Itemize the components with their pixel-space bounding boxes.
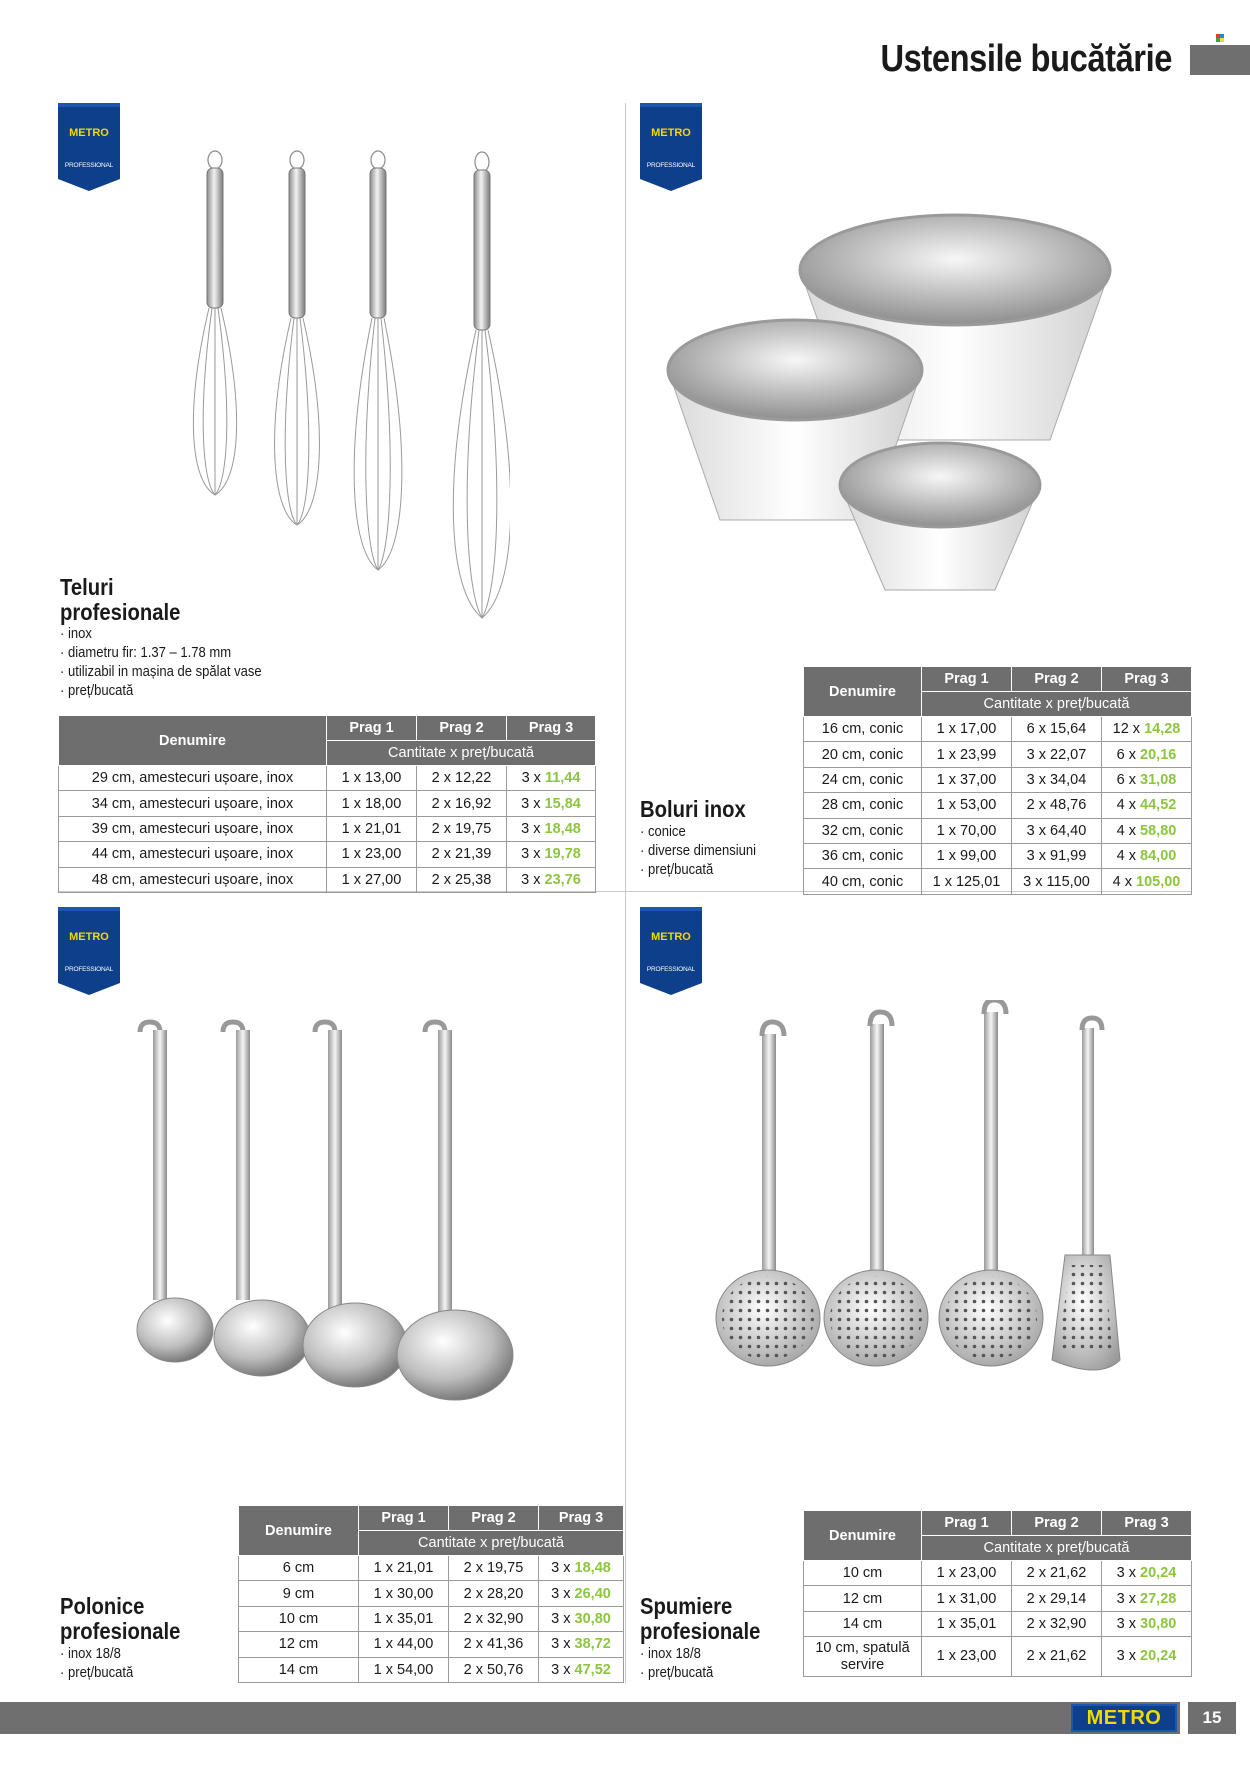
row-name: 34 cm, amestecuri ușoare, inox [59,791,327,816]
p3-price: 20,24 [1140,1648,1177,1665]
row-p2: 2 x 25,38 [417,867,507,892]
column-divider [625,103,626,1683]
row-p1: 1 x 27,00 [327,867,417,892]
badge-line: PROFESSIONAL [646,162,696,169]
row-name: 44 cm, amestecuri ușoare, inox [59,842,327,867]
table-header-denumire: Denumire [59,716,327,766]
row-p2: 2 x 50,76 [449,1657,539,1682]
p3-qty: 3 x [551,1610,571,1627]
p3-qty: 3 x [521,871,541,888]
row-p3 [507,816,596,841]
metro-logo-text: METRO [1086,1707,1162,1729]
p3-price: 20,16 [1140,746,1177,763]
product-features [60,1645,133,1683]
p3-price: 27,28 [1140,1590,1177,1607]
row-name: 16 cm, conic [804,717,922,742]
feature-item: · preț/bucată [640,1664,713,1683]
table-row [804,1586,1192,1611]
p3-price: 31,08 [1140,771,1177,788]
row-p3 [1102,843,1192,868]
table-header-sub: Cantitate x preț/bucată [327,741,596,766]
row-name: 28 cm, conic [804,793,922,818]
feature-item: · diverse dimensiuni [640,842,756,861]
row-p3 [1102,793,1192,818]
ladles-image [135,1000,535,1420]
row-p2: 2 x 32,90 [1012,1611,1102,1636]
product-title [640,797,746,822]
price-table [803,666,1192,895]
p3-qty: 3 x [521,795,541,812]
row-name: 12 cm [239,1632,359,1657]
row-p3 [1102,742,1192,767]
row-p3 [1102,717,1192,742]
row-p3 [507,842,596,867]
row-p1: 1 x 99,00 [922,843,1012,868]
table-row [804,793,1192,818]
p3-qty: 3 x [1116,1590,1136,1607]
p3-price: 18,48 [574,1560,611,1577]
row-p2: 2 x 28,20 [449,1581,539,1606]
row-p3 [539,1632,624,1657]
p3-price: 11,44 [544,770,581,787]
whisks-image [180,150,510,660]
p3-qty: 3 x [551,1661,571,1678]
table-header-prag3: Prag 3 [1102,1511,1192,1536]
table-header-denumire: Denumire [239,1506,359,1556]
row-p3 [1102,767,1192,792]
row-p1: 1 x 23,00 [922,1637,1012,1677]
price-table [58,715,596,893]
row-p3 [507,766,596,791]
row-name: 29 cm, amestecuri ușoare, inox [59,766,327,791]
metro-logo [1071,1704,1177,1732]
row-p1: 1 x 21,01 [359,1556,449,1581]
product-title-line: profesionale [60,1618,181,1644]
page-number: 15 [1188,1702,1236,1734]
row-name: 20 cm, conic [804,742,922,767]
page-title: Ustensile bucătărie [880,38,1172,80]
p3-price: 38,72 [574,1636,611,1653]
row-name: 36 cm, conic [804,843,922,868]
row-p3 [1102,818,1192,843]
row-p1: 1 x 23,00 [327,842,417,867]
p3-price: 30,80 [1140,1615,1177,1632]
table-row [59,867,596,892]
row-p2: 3 x 91,99 [1012,843,1102,868]
p3-price: 19,78 [544,846,581,863]
table-header-prag2: Prag 2 [449,1506,539,1531]
product-features [640,823,756,880]
row-p2: 2 x 21,62 [1012,1561,1102,1586]
price-table [803,1510,1192,1677]
table-row [804,1611,1192,1636]
row-p1: 1 x 125,01 [922,869,1012,894]
table-header-prag1: Prag 1 [327,716,417,741]
p3-price: 44,52 [1140,797,1177,814]
bowls-image [660,210,1130,610]
row-name: 40 cm, conic [804,869,922,894]
row-p1: 1 x 37,00 [922,767,1012,792]
table-header-sub: Cantitate x preț/bucată [922,1536,1192,1561]
badge-brand: METRO [69,127,109,139]
feature-item: · inox 18/8 [640,1645,713,1664]
row-p3 [1102,1586,1192,1611]
p3-price: 14,28 [1144,721,1181,738]
p3-qty: 4 x [1116,797,1136,814]
p3-qty: 3 x [551,1585,571,1602]
row-name: 14 cm [239,1657,359,1682]
row-p2: 2 x 19,75 [417,816,507,841]
row-p3 [539,1556,624,1581]
product-features [640,1645,713,1683]
p3-qty: 3 x [521,820,541,837]
feature-item: · preț/bucată [60,682,262,701]
p3-price: 30,80 [574,1610,611,1627]
product-title-line: profesionale [60,599,181,625]
table-header-prag2: Prag 2 [1012,667,1102,692]
row-p1: 1 x 30,00 [359,1581,449,1606]
feature-item: · preț/bucată [640,861,756,880]
p3-qty: 3 x [1116,1565,1136,1582]
row-name: 12 cm [804,1586,922,1611]
row-p3 [1102,1611,1192,1636]
badge-brand: METRO [651,931,691,943]
table-header-prag2: Prag 2 [1012,1511,1102,1536]
row-p1: 1 x 21,01 [327,816,417,841]
p3-price: 47,52 [574,1661,611,1678]
row-p2: 2 x 48,76 [1012,793,1102,818]
product-title-line: Teluri [60,574,114,600]
table-row [239,1556,624,1581]
table-header-prag1: Prag 1 [359,1506,449,1531]
p3-qty: 3 x [521,846,541,863]
product-title [640,1594,760,1644]
row-name: 6 cm [239,1556,359,1581]
row-p2: 2 x 21,62 [1012,1637,1102,1677]
metro-professional-badge [640,103,702,191]
p3-qty: 3 x [1116,1648,1136,1665]
badge-line: PROFESSIONAL [64,966,114,973]
table-row [804,818,1192,843]
row-p2: 2 x 16,92 [417,791,507,816]
p3-price: 26,40 [574,1585,611,1602]
badge-line: PROFESSIONAL [646,966,696,973]
p3-price: 18,48 [544,820,581,837]
product-title [60,575,180,625]
row-p1: 1 x 31,00 [922,1586,1012,1611]
row-p3 [507,791,596,816]
row-p1: 1 x 35,01 [359,1606,449,1631]
table-row [804,1561,1192,1586]
p3-qty: 6 x [1116,746,1136,763]
table-row [239,1632,624,1657]
feature-item: · conice [640,823,756,842]
row-name: 24 cm, conic [804,767,922,792]
footer-bar [0,1702,1180,1734]
p3-qty: 4 x [1112,873,1132,890]
row-p2: 2 x 29,14 [1012,1586,1102,1611]
table-row [804,742,1192,767]
table-header-prag1: Prag 1 [922,1511,1012,1536]
metro-professional-badge [58,103,120,191]
skimmers-image [700,1000,1130,1420]
row-p3 [539,1657,624,1682]
table-row [59,842,596,867]
row-p2: 2 x 19,75 [449,1556,539,1581]
row-p2: 6 x 15,64 [1012,717,1102,742]
row-p1: 1 x 53,00 [922,793,1012,818]
product-title-line: Spumiere [640,1593,733,1619]
table-header-prag3: Prag 3 [507,716,596,741]
row-name: 10 cm, spatulă servire [804,1637,922,1677]
product-title-line: Boluri inox [640,796,746,822]
row-p3 [1102,1637,1192,1677]
table-header-sub: Cantitate x preț/bucată [922,692,1192,717]
row-p1: 1 x 70,00 [922,818,1012,843]
row-p1: 1 x 13,00 [327,766,417,791]
p3-price: 15,84 [544,795,581,812]
row-p3 [539,1606,624,1631]
p3-price: 20,24 [1140,1565,1177,1582]
table-header-prag3: Prag 3 [1102,667,1192,692]
row-p2: 2 x 12,22 [417,766,507,791]
row-p1: 1 x 44,00 [359,1632,449,1657]
product-features [60,625,262,701]
row-p1: 1 x 17,00 [922,717,1012,742]
row-p2: 3 x 64,40 [1012,818,1102,843]
row-p3 [1102,869,1192,894]
table-row [804,1637,1192,1677]
table-header-sub: Cantitate x preț/bucată [359,1531,624,1556]
product-title-line: profesionale [640,1618,761,1644]
row-name: 10 cm [804,1561,922,1586]
corner-color-marks [1216,34,1226,40]
p3-qty: 4 x [1116,822,1136,839]
row-p3 [507,867,596,892]
p3-qty: 4 x [1116,848,1136,865]
row-name: 14 cm [804,1611,922,1636]
row-name: 32 cm, conic [804,818,922,843]
table-header-denumire: Denumire [804,667,922,717]
row-p2: 2 x 21,39 [417,842,507,867]
row-p2: 2 x 41,36 [449,1632,539,1657]
p3-price: 105,00 [1136,873,1181,890]
row-p1: 1 x 18,00 [327,791,417,816]
feature-item: · inox 18/8 [60,1645,133,1664]
row-name: 48 cm, amestecuri ușoare, inox [59,867,327,892]
row-p2: 2 x 32,90 [449,1606,539,1631]
p3-price: 58,80 [1140,822,1177,839]
row-name: 39 cm, amestecuri ușoare, inox [59,816,327,841]
row-p2: 3 x 34,04 [1012,767,1102,792]
table-header-prag1: Prag 1 [922,667,1012,692]
p3-qty: 3 x [551,1636,571,1653]
table-header-denumire: Denumire [804,1511,922,1561]
p3-price: 23,76 [544,871,581,888]
title-accent-bar [1190,45,1250,75]
row-p1: 1 x 35,01 [922,1611,1012,1636]
table-row [59,816,596,841]
row-p1: 1 x 23,99 [922,742,1012,767]
p3-qty: 12 x [1112,721,1141,738]
feature-item: · diametru fir: 1.37 – 1.78 mm [60,644,262,663]
table-row [804,869,1192,894]
product-title [60,1594,180,1644]
table-row [804,767,1192,792]
price-table [238,1505,624,1683]
p3-qty: 3 x [521,770,541,787]
row-p1: 1 x 23,00 [922,1561,1012,1586]
p3-qty: 3 x [1116,1615,1136,1632]
row-p2: 3 x 22,07 [1012,742,1102,767]
row-p3 [1102,1561,1192,1586]
metro-professional-badge [58,907,120,995]
row-p2: 3 x 115,00 [1012,869,1102,894]
p3-qty: 3 x [551,1560,571,1577]
feature-item: · preț/bucată [60,1664,133,1683]
row-p1: 1 x 54,00 [359,1657,449,1682]
p3-price: 84,00 [1140,848,1177,865]
feature-item: · utilizabil in mașina de spălat vase [60,663,262,682]
row-name: 10 cm [239,1606,359,1631]
badge-brand: METRO [69,931,109,943]
table-row [239,1606,624,1631]
p3-qty: 6 x [1116,771,1136,788]
metro-professional-badge [640,907,702,995]
table-header-prag2: Prag 2 [417,716,507,741]
table-row [59,791,596,816]
table-header-prag3: Prag 3 [539,1506,624,1531]
table-row [239,1581,624,1606]
row-name: 9 cm [239,1581,359,1606]
product-title-line: Polonice [60,1593,145,1619]
table-row [804,843,1192,868]
row-p3 [539,1581,624,1606]
table-row [59,766,596,791]
badge-brand: METRO [651,127,691,139]
feature-item: · inox [60,625,262,644]
table-row [239,1657,624,1682]
badge-line: PROFESSIONAL [64,162,114,169]
table-row [804,717,1192,742]
